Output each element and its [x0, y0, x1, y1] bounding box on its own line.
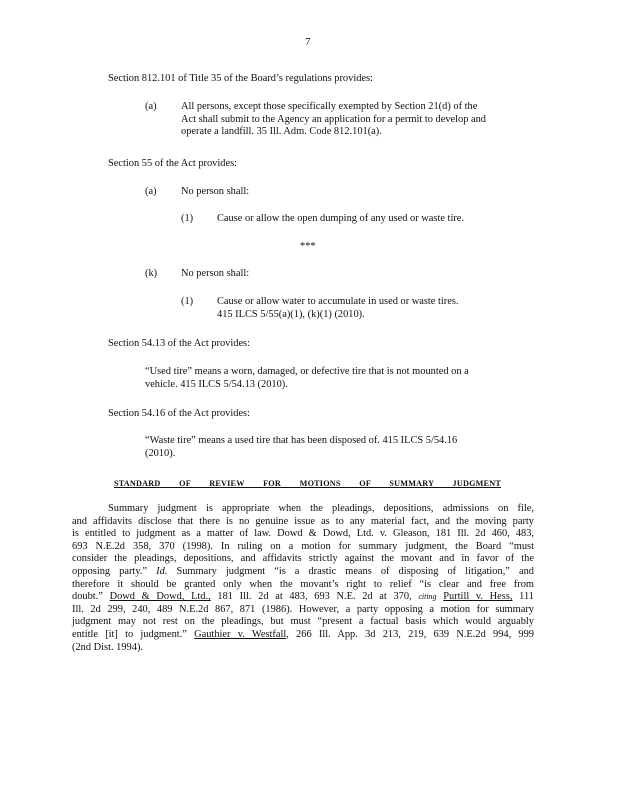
- para-line: judgment may not rest on the pleadings, but must “present a factual basis which would arguably: [72, 616, 534, 628]
- item-label-a: (a): [145, 186, 157, 197]
- section-812-101-text: [181, 101, 486, 139]
- para-line: [72, 629, 534, 642]
- body-paragraph: [72, 503, 534, 654]
- item-text-k: No person shall:: [181, 268, 250, 279]
- cite-id: Id.: [156, 565, 168, 577]
- text-run: opposing party.”: [72, 565, 148, 577]
- item-label-k1: (1): [181, 296, 194, 307]
- para-line: Summary judgment is appropriate when the pleadings, depositions, admissions on file,: [108, 503, 534, 514]
- section-55-intro: Section 55 of the Act provides:: [108, 158, 237, 169]
- para-line: Ill. 2d 299, 240, 489 N.E.2d 867, 871 (1986). However, a party opposing a motion for summary: [72, 603, 534, 615]
- item-label-a: (a): [145, 101, 157, 112]
- section-heading: [114, 478, 501, 491]
- section-54-16-quote: [145, 435, 457, 460]
- text-line: vehicle. 415 ILCS 5/54.13 (2010).: [145, 378, 288, 390]
- text-line: 415 ILCS 5/55(a)(1), (k)(1) (2010).: [217, 308, 365, 320]
- text-line: Act shall submit to the Agency an application for a permit to develop and: [181, 113, 487, 125]
- text-line: “Waste tire” means a used tire that has been disposed of. 415 ILCS 5/54.16: [145, 435, 458, 446]
- item-text-k1: [217, 296, 459, 321]
- cite-gauthier: Gauthier v. Westfall: [194, 628, 287, 640]
- cite-dowd: Dowd & Dowd, Ltd.,: [109, 591, 211, 603]
- text-run: , 266 Ill. App. 3d 213, 219, 639 N.E.2d 994, 999: [286, 628, 534, 640]
- text-line: All persons, except those specifically exempted by Section 21(d) of the: [181, 101, 478, 112]
- para-line: [72, 591, 534, 604]
- section-54-13-intro: Section 54.13 of the Act provides:: [108, 338, 250, 349]
- omission-marker: ***: [300, 241, 316, 252]
- para-line: consider the pleadings, depositions, and affidavits strictly against the movant and in favor of the: [72, 553, 534, 565]
- section-54-16-intro: Section 54.16 of the Act provides:: [108, 408, 250, 419]
- text-run: doubt.”: [72, 591, 103, 603]
- para-line: and affidavits disclose that there is no genuine issue as to any material fact, and the moving party: [72, 515, 534, 527]
- para-line: therefore it should be granted only when the movant’s right to relief “is clear and free from: [72, 578, 534, 590]
- cite-signal: citing: [418, 592, 437, 602]
- para-line: [72, 566, 534, 579]
- heading-text: STANDARD OF REVIEW FOR MOTIONS OF SUMMARY JUDGMENT: [114, 479, 501, 488]
- text-run: Summary judgment “is a drastic means of disposing of litigation,” and: [176, 565, 534, 577]
- section-54-13-quote: [145, 366, 469, 391]
- cite-purtill: Purtill v. Hess,: [443, 591, 513, 603]
- para-line: 693 N.E.2d 358, 370 (1998). In ruling on a motion for summary judgment, the Board “must: [72, 540, 534, 552]
- text-run: entitle [it] to judgment.”: [72, 628, 187, 640]
- para-line: (2nd Dist. 1994).: [72, 641, 143, 653]
- text-run: 181 Ill. 2d at 483, 693 N.E. 2d at 370,: [217, 591, 412, 603]
- text-line: (2010).: [145, 447, 176, 459]
- item-label-k: (k): [145, 268, 158, 279]
- text-run: 111: [519, 591, 534, 603]
- item-label-a1: (1): [181, 213, 194, 224]
- para-line: is entitled to judgment as a matter of law. Dowd & Dowd, Ltd. v. Gleason, 181 Ill. 2d 460, 483,: [72, 528, 534, 540]
- text-line: Cause or allow water to accumulate in used or waste tires.: [217, 296, 459, 307]
- item-text-a1: Cause or allow the open dumping of any used or waste tire.: [217, 213, 465, 224]
- section-812-101-intro: Section 812.101 of Title 35 of the Board’s regulations provides:: [108, 73, 373, 84]
- text-line: “Used tire” means a worn, damaged, or defective tire that is not mounted on a: [145, 366, 469, 377]
- item-text-a: No person shall:: [181, 186, 250, 197]
- text-line: operate a landfill. 35 Ill. Adm. Code 812.101(a).: [181, 126, 382, 138]
- page-number: 7: [305, 36, 311, 48]
